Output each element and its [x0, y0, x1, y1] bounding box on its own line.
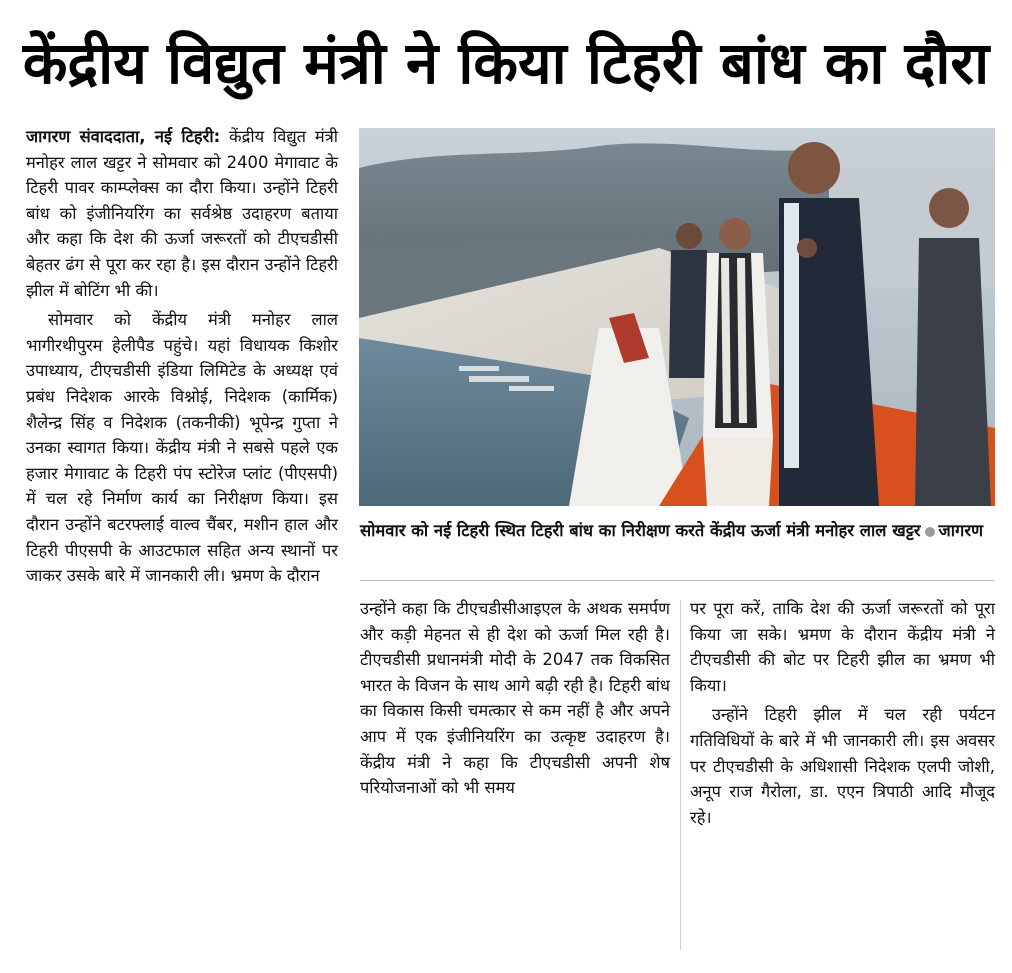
paragraph: उन्होंने टिहरी झील में चल रही पर्यटन गतिविधियों के बारे में भी जानकारी ली। इस अवसर पर टीएचडीसी के अधिशासी निदेशक एलपी जोशी, अनूप राज गैरोला, डा. एएन त्रिपाठी आदि मौजूद रहे।: [690, 705, 995, 827]
article-column-1: [26, 124, 338, 964]
caption-text: सोमवार को नई टिहरी स्थित टिहरी बांध का निरीक्षण करते केंद्रीय ऊर्जा मंत्री मनोहर लाल खट्टर: [360, 521, 921, 540]
photo-caption: [360, 517, 995, 544]
paragraph: उन्होंने कहा कि टीएचडीसीआइएल के अथक समर्पण और कड़ी मेहनत से ही देश को ऊर्जा मिल रही है। टीएचडीसी प्रधानमंत्री मोदी के 2047 तक विकसित भारत के विजन के साथ आगे बढ़ी रही है। टिहरी बांध का विकास किसी चमत्कार से कम नहीं है और अपने आप में एक इंजीनियरिंग का उत्कृष्ट उदाहरण है। केंद्रीय मंत्री ने कहा कि टीएचडीसी अपनी शेष परियोजनाओं को भी समय: [360, 599, 670, 798]
paragraph: सोमवार को केंद्रीय मंत्री मनोहर लाल भागीरथीपुरम हेलीपैड पहुंचे। यहां विधायक किशोर उपाध्याय, टीएचडीसी इंडिया लिमिटेड के अध्यक्ष एवं प्रबंध निदेशक आरके विश्नोई, निदेशक (कार्मिक) शैलेन्द्र सिंह व निदेशक (तकनीकी) भूपेन्द्र गुप्ता ने उनका स्वागत किया। केंद्रीय मंत्री ने सबसे पहले एक हजार मेगावाट के टिहरी पंप स्टोरेज प्लांट (पीएसपी) में चल रहे निर्माण कार्य का निरीक्षण किया। इस दौरान उन्होंने बटरफ्लाई वाल्व चैंबर, मशीन हाल और टिहरी पीएसपी के आउटफाल सहित अन्य स्थानों पर जाकर उसके बारे में जानकारी ली। भ्रमण के दौरान: [26, 310, 338, 586]
column-divider: [680, 600, 681, 950]
news-photo: [359, 128, 995, 506]
divider: [360, 580, 995, 581]
bullet-dot-icon: [925, 527, 935, 537]
paragraph: [26, 124, 338, 303]
article-column-2: [360, 596, 670, 956]
byline: जागरण संवाददाता, नई टिहरी:: [26, 127, 221, 146]
photo-illustration: [359, 128, 995, 506]
headline: केंद्रीय विद्युत मंत्री ने किया टिहरी बांध का दौरा: [22, 28, 990, 97]
paragraph: पर पूरा करें, ताकि देश की ऊर्जा जरूरतों को पूरा किया जा सके। भ्रमण के दौरान केंद्रीय मंत्री ने टीएचडीसी की बोट पर टिहरी झील का भ्रमण भी किया।: [690, 599, 995, 695]
photo-credit: जागरण: [938, 521, 983, 540]
article-column-3: [690, 596, 995, 956]
paragraph-text: केंद्रीय विद्युत मंत्री मनोहर लाल खट्टर ने सोमवार को 2400 मेगावाट के टिहरी पावर काम्प्लेक्स का दौरा किया। उन्होंने टिहरी बांध को इंजीनियरिंग का सर्वश्रेष्ठ उदाहरण बताया और कहा कि देश की ऊर्जा जरूरतों को टीएचडीसी बेहतर ढंग से पूरा कर रहा है। इस दौरान उन्होंने टिहरी झील में बोटिंग भी की।: [26, 127, 338, 300]
